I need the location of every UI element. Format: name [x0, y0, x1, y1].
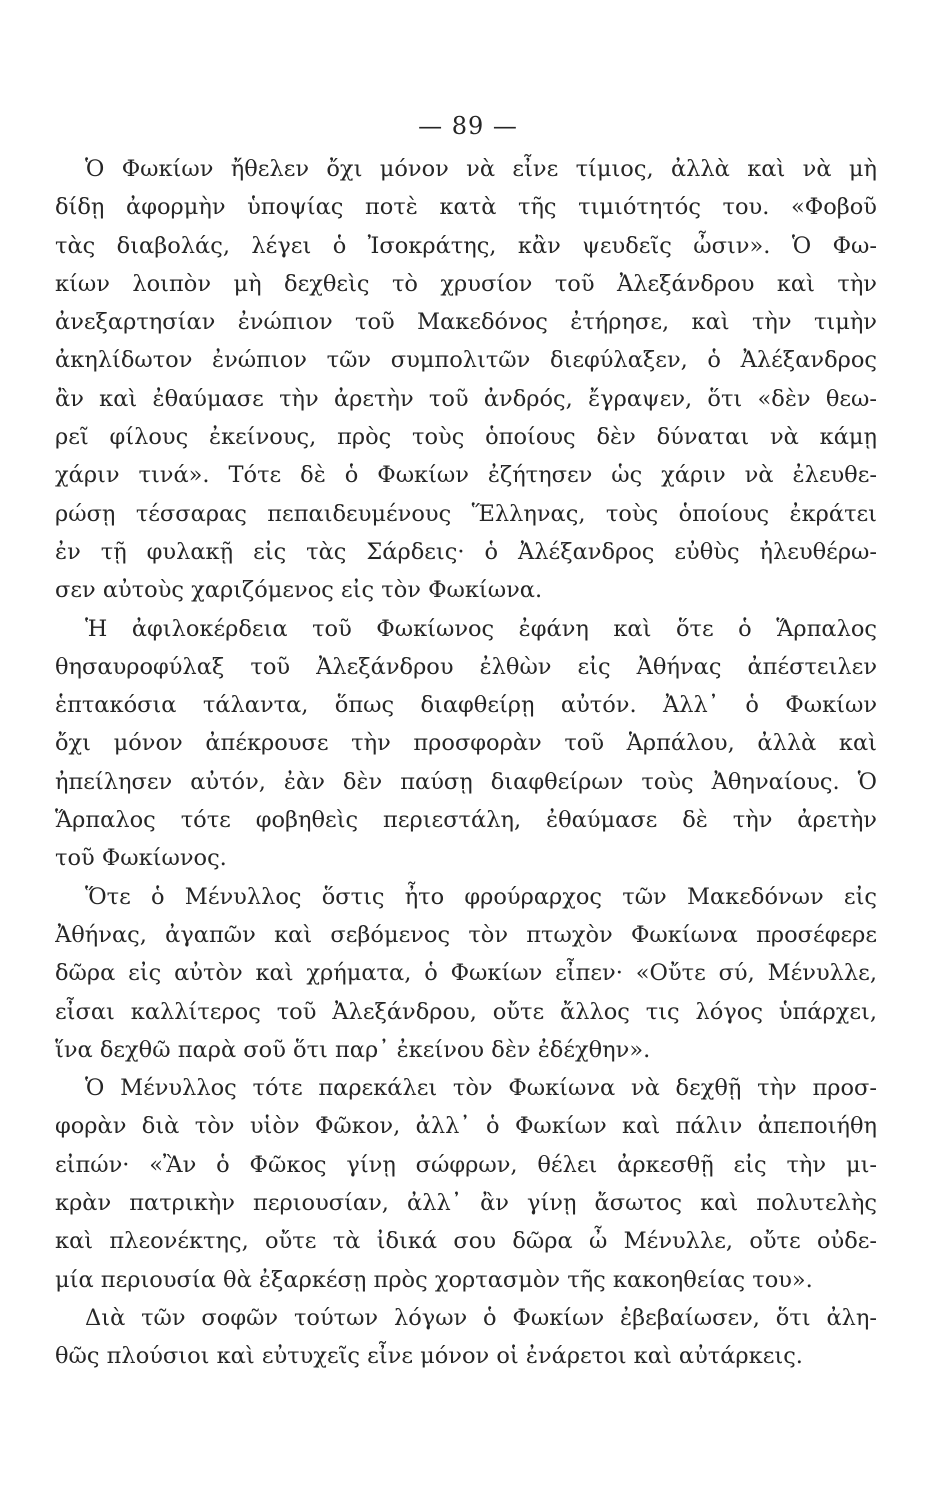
text-line: θησαυροφύλαξ τοῦ Ἀλεξάνδρου ἐλθὼν εἰς Ἀθήνας ἀπέστειλεν	[55, 653, 877, 680]
page-number: — 89 —	[418, 112, 518, 140]
text-line: κρὰν πατρικὴν περιουσίαν, ἀλλ᾽ ἂν γίνῃ ἄσωτος καὶ πολυτελὴς	[55, 1190, 877, 1217]
text-line: εἰπών· «Ἂν ὁ Φῶκος γίνῃ σώφρων, θέλει ἀρκεσθῇ εἰς τὴν μι-	[55, 1151, 877, 1178]
text-line: ἠπείλησεν αὐτόν, ἐὰν δὲν παύσῃ διαφθείρων τοὺς Ἀθηναίους. Ὁ	[55, 768, 877, 795]
text-line: ἀνεξαρτησίαν ἐνώπιον τοῦ Μακεδόνος ἐτήρησε, καὶ τὴν τιμὴν	[55, 309, 877, 336]
text-line: δῶρα εἰς αὐτὸν καὶ χρήματα, ὁ Φωκίων εἶπεν· «Οὔτε σύ, Μένυλλε,	[55, 960, 877, 987]
text-line: δίδῃ ἀφορμὴν ὑποψίας ποτὲ κατὰ τῆς τιμιότητός του. «Φοβοῦ	[55, 194, 877, 221]
body-text	[55, 150, 877, 1376]
text-line: ἀκηλίδωτον ἐνώπιον τῶν συμπολιτῶν διεφύλαξεν, ὁ Ἀλέξανδρος	[55, 347, 877, 374]
text-line: ἑπτακόσια τάλαντα, ὅπως διαφθείρῃ αὐτόν. Ἀλλ᾽ ὁ Φωκίων	[55, 692, 877, 719]
text-line: τὰς διαβολάς, λέγει ὁ Ἰσοκράτης, κἂν ψευδεῖς ὦσιν». Ὁ Φω-	[55, 232, 877, 259]
text-line: ἐν τῇ φυλακῇ εἰς τὰς Σάρδεις· ὁ Ἀλέξανδρος εὐθὺς ἠλευθέρω-	[55, 538, 877, 565]
text-line: μία περιουσία θὰ ἐξαρκέσῃ πρὸς χορτασμὸν τῆς κακοηθείας του».	[55, 1266, 813, 1293]
text-line: θῶς πλούσιοι καὶ εὐτυχεῖς εἶνε μόνον οἱ ἐνάρετοι καὶ αὐτάρκεις.	[55, 1343, 803, 1370]
text-line: κίων λοιπὸν μὴ δεχθεὶς τὸ χρυσίον τοῦ Ἀλεξάνδρου καὶ τὴν	[55, 270, 877, 297]
text-line: ρεῖ φίλους ἐκείνους, πρὸς τοὺς ὁποίους δὲν δύναται νὰ κάμῃ	[55, 424, 877, 451]
text-line: φορὰν διὰ τὸν υἱὸν Φῶκον, ἀλλ᾽ ὁ Φωκίων καὶ πάλιν ἀπεποιήθη	[55, 1113, 877, 1140]
text-line: Διὰ τῶν σοφῶν τούτων λόγων ὁ Φωκίων ἐβεβαίωσεν, ὅτι ἀλη-	[85, 1304, 877, 1331]
text-line: Ὁ Φωκίων ἤθελεν ὄχι μόνον νὰ εἶνε τίμιος, ἀλλὰ καὶ νὰ μὴ	[85, 156, 877, 182]
text-line: καὶ πλεονέκτης, οὔτε τὰ ἰδικά σου δῶρα ὦ Μένυλλε, οὔτε οὐδε-	[55, 1228, 877, 1255]
text-line: σεν αὐτοὺς χαριζόμενος εἰς τὸν Φωκίωνα.	[55, 577, 543, 604]
text-line: ἵνα δεχθῶ παρὰ σοῦ ὅτι παρ᾽ ἐκείνου δὲν ἐδέχθην».	[55, 1036, 651, 1063]
text-line: Ἀθήνας, ἀγαπῶν καὶ σεβόμενος τὸν πτωχὸν Φωκίωνα προσέφερε	[55, 921, 877, 948]
text-line: χάριν τινά». Τότε δὲ ὁ Φωκίων ἐζήτησεν ὡς χάριν νὰ ἐλευθε-	[55, 462, 877, 489]
text-line: Ὁ Μένυλλος τότε παρεκάλει τὸν Φωκίωνα νὰ δεχθῇ τὴν προσ-	[85, 1075, 877, 1102]
text-line: Ἡ ἀφιλοκέρδεια τοῦ Φωκίωνος ἐφάνη καὶ ὅτε ὁ Ἅρπαλος	[85, 615, 877, 642]
text-line: τοῦ Φωκίωνος.	[55, 845, 227, 872]
text-line: ἂν καὶ ἐθαύμασε τὴν ἀρετὴν τοῦ ἀνδρός, ἔγραψεν, ὅτι «δὲν θεω-	[55, 385, 877, 412]
text-line: εἶσαι καλλίτερος τοῦ Ἀλεξάνδρου, οὔτε ἄλλος τις λόγος ὑπάρχει,	[55, 998, 877, 1025]
text-line: Ὅτε ὁ Μένυλλος ὅστις ἦτο φρούραρχος τῶν Μακεδόνων εἰς	[85, 883, 877, 910]
text-line: ρώσῃ τέσσαρας πεπαιδευμένους Ἕλληνας, τοὺς ὁποίους ἐκράτει	[55, 500, 877, 527]
text-line: ὄχι μόνον ἀπέκρουσε τὴν προσφορὰν τοῦ Ἁρπάλου, ἀλλὰ καὶ	[55, 730, 877, 757]
text-line: Ἅρπαλος τότε φοβηθεὶς περιεστάλη, ἐθαύμασε δὲ τὴν ἀρετὴν	[55, 807, 877, 834]
